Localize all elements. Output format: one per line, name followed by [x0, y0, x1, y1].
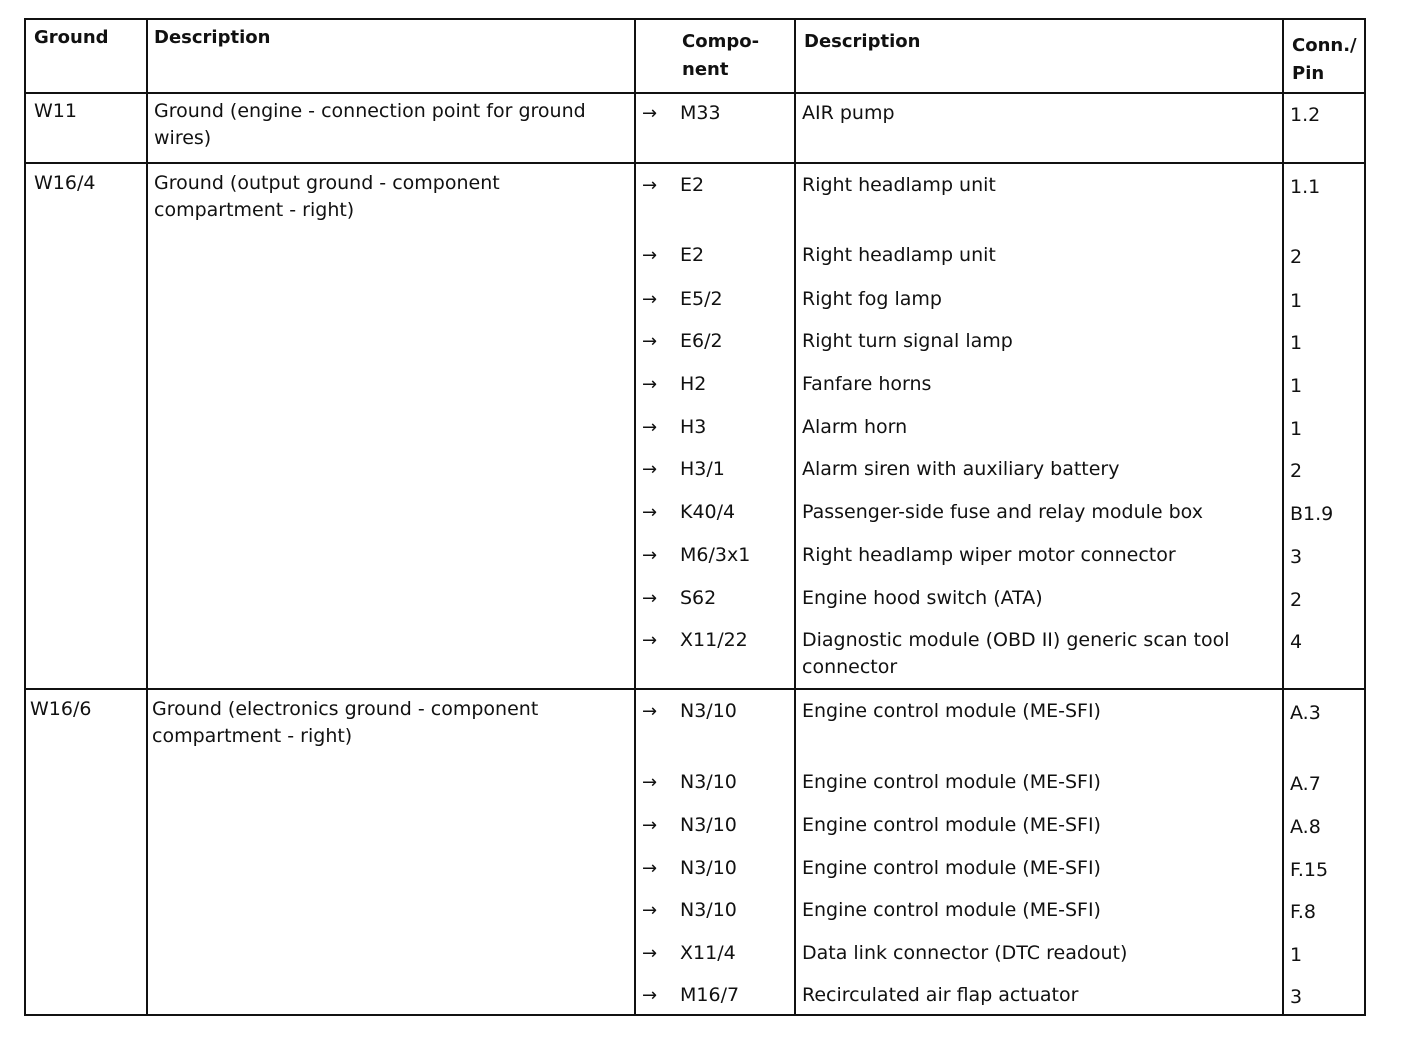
arrow-icon: →	[642, 943, 658, 964]
component-code: H3	[680, 416, 707, 438]
component-description: AIR pump	[802, 102, 895, 124]
table-border-left	[24, 18, 26, 1016]
arrow-icon: →	[642, 588, 658, 609]
ground-id: W11	[34, 100, 77, 122]
component-description: Engine control module (ME-SFI)	[802, 700, 1101, 722]
arrow-icon: →	[642, 331, 658, 352]
header-conn-pin-line1: Conn./	[1292, 35, 1357, 56]
connector-pin: A.7	[1290, 773, 1321, 795]
arrow-icon: →	[642, 502, 658, 523]
header-description: Description	[154, 27, 271, 48]
component-description: Engine control module (ME-SFI)	[802, 771, 1101, 793]
component-description: Right headlamp unit	[802, 174, 996, 196]
component-code: X11/22	[680, 629, 748, 651]
arrow-icon: →	[642, 545, 658, 566]
arrow-icon: →	[642, 175, 658, 196]
component-description: Engine hood switch (ATA)	[802, 587, 1043, 609]
component-code: E2	[680, 174, 705, 196]
component-code: X11/4	[680, 942, 736, 964]
connector-pin: 1	[1290, 375, 1303, 397]
component-code: K40/4	[680, 501, 736, 523]
connector-pin: 1.2	[1290, 104, 1321, 126]
component-code: N3/10	[680, 814, 737, 836]
arrow-icon: →	[642, 245, 658, 266]
arrow-icon: →	[642, 900, 658, 921]
connector-pin: 1	[1290, 418, 1303, 440]
connector-pin: 3	[1290, 546, 1303, 568]
header-ground: Ground	[34, 27, 109, 48]
component-code: S62	[680, 587, 717, 609]
connector-pin: A.8	[1290, 816, 1321, 838]
arrow-icon: →	[642, 858, 658, 879]
column-divider-description	[634, 18, 636, 1016]
component-code: N3/10	[680, 771, 737, 793]
connector-pin: 1	[1290, 332, 1303, 354]
arrow-icon: →	[642, 289, 658, 310]
component-description: Right headlamp wiper motor connector	[802, 544, 1176, 566]
connector-pin: 2	[1290, 589, 1303, 611]
component-description: Passenger-side fuse and relay module box	[802, 501, 1203, 523]
connector-pin: F.8	[1290, 901, 1317, 923]
component-code: H2	[680, 373, 707, 395]
ground-description: Ground (engine - connection point for ground wires)	[154, 100, 586, 149]
component-description: Recirculated air flap actuator	[802, 984, 1079, 1006]
header-conn-pin-line2: Pin	[1292, 63, 1325, 84]
arrow-icon: →	[642, 815, 658, 836]
connector-pin: 2	[1290, 246, 1303, 268]
table-border-top	[24, 18, 1366, 20]
component-description: Alarm siren with auxiliary battery	[802, 458, 1120, 480]
table-border-right	[1364, 18, 1366, 1016]
component-code: M33	[680, 102, 721, 124]
component-code: M6/3x1	[680, 544, 751, 566]
connector-pin: 3	[1290, 986, 1303, 1008]
ground-description: Ground (output ground - component compartment - right)	[154, 172, 500, 221]
component-code: E6/2	[680, 330, 723, 352]
component-code: M16/7	[680, 984, 740, 1006]
connector-pin: 2	[1290, 460, 1303, 482]
arrow-icon: →	[642, 985, 658, 1006]
connector-pin: 1.1	[1290, 176, 1321, 198]
component-description: Engine control module (ME-SFI)	[802, 899, 1101, 921]
component-code: E2	[680, 244, 705, 266]
component-description: Right turn signal lamp	[802, 330, 1013, 352]
column-divider-component	[794, 18, 796, 1016]
connector-pin: 1	[1290, 944, 1303, 966]
component-code: E5/2	[680, 288, 723, 310]
column-divider-ground	[146, 18, 148, 1016]
arrow-icon: →	[642, 630, 658, 651]
ground-id: W16/4	[34, 172, 96, 194]
ground-table	[24, 18, 1366, 1016]
component-description: Right fog lamp	[802, 288, 942, 310]
header-component-line2: nent	[682, 59, 729, 80]
header-comp-description: Description	[804, 31, 921, 52]
component-code: N3/10	[680, 700, 737, 722]
arrow-icon: →	[642, 459, 658, 480]
connector-pin: 4	[1290, 631, 1303, 653]
component-description: Engine control module (ME-SFI)	[802, 857, 1101, 879]
arrow-icon: →	[642, 374, 658, 395]
ground-description: Ground (electronics ground - component compartment - right)	[152, 698, 539, 747]
arrow-icon: →	[642, 417, 658, 438]
arrow-icon: →	[642, 701, 658, 722]
header-component-line1: Compo-	[682, 31, 760, 52]
header-divider	[24, 92, 1366, 94]
component-description: Data link connector (DTC readout)	[802, 942, 1128, 964]
component-code: N3/10	[680, 857, 737, 879]
connector-pin: A.3	[1290, 702, 1321, 724]
connector-pin: 1	[1290, 290, 1303, 312]
table-border-bottom	[24, 1014, 1366, 1016]
component-description: Alarm horn	[802, 416, 908, 438]
arrow-icon: →	[642, 103, 658, 124]
component-description: Diagnostic module (OBD II) generic scan tool connector	[802, 629, 1230, 678]
connector-pin: B1.9	[1290, 503, 1334, 525]
column-divider-comp-description	[1282, 18, 1284, 1016]
component-description: Right headlamp unit	[802, 244, 996, 266]
component-description: Fanfare horns	[802, 373, 932, 395]
component-code: N3/10	[680, 899, 737, 921]
group-divider-2	[24, 688, 1366, 690]
group-divider-1	[24, 162, 1366, 164]
ground-id: W16/6	[30, 698, 92, 720]
component-code: H3/1	[680, 458, 725, 480]
arrow-icon: →	[642, 772, 658, 793]
connector-pin: F.15	[1290, 859, 1329, 881]
component-description: Engine control module (ME-SFI)	[802, 814, 1101, 836]
